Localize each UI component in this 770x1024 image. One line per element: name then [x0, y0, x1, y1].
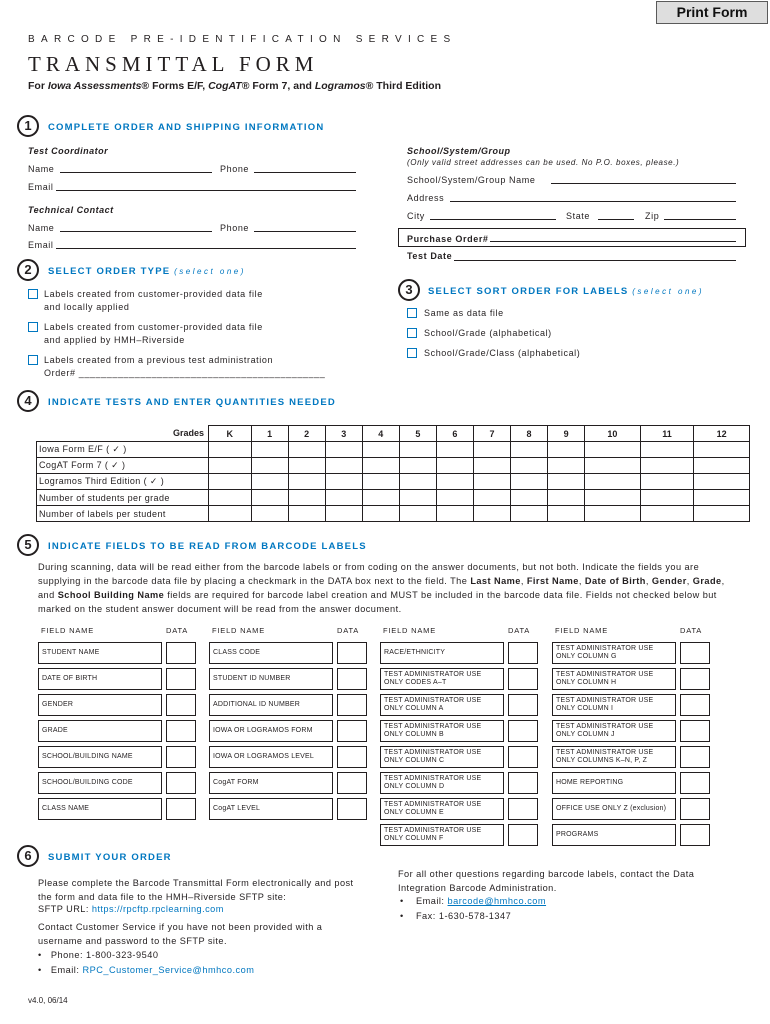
- customer-service-email-link[interactable]: RPC_Customer_Service@hmhco.com: [82, 965, 255, 975]
- quantity-cell[interactable]: [585, 490, 641, 506]
- quantity-cell[interactable]: [548, 442, 585, 458]
- field-name-cell: CogAT FORM: [209, 772, 333, 794]
- data-checkbox[interactable]: [508, 798, 538, 820]
- sort-order-checkbox-2[interactable]: [407, 328, 417, 338]
- field-name-cell: GENDER: [38, 694, 162, 716]
- quantity-cell[interactable]: [436, 490, 473, 506]
- data-checkbox[interactable]: [508, 772, 538, 794]
- quantity-cell[interactable]: [436, 458, 473, 474]
- required-field-name: First Name: [526, 576, 579, 586]
- purchase-order-field[interactable]: [490, 241, 736, 242]
- section-1-title: COMPLETE ORDER AND SHIPPING INFORMATION: [48, 122, 325, 133]
- section-3-number: 3: [398, 279, 420, 301]
- sort-order-checkbox-1[interactable]: [407, 308, 417, 318]
- purchase-order-label: Purchase Order#: [407, 234, 489, 244]
- phone-bullet: • Phone: 1-800-323-9540: [38, 950, 159, 960]
- quantity-cell[interactable]: [399, 506, 436, 522]
- order-type-checkbox-1[interactable]: [28, 289, 38, 299]
- field-name-cell: TEST ADMINISTRATOR USE ONLY COLUMN C: [380, 746, 504, 768]
- data-checkbox[interactable]: [508, 720, 538, 742]
- quantity-cell[interactable]: [251, 474, 288, 490]
- quantity-cell[interactable]: [473, 474, 510, 490]
- quantity-cell[interactable]: [362, 442, 399, 458]
- section-5-title: INDICATE FIELDS TO BE READ FROM BARCODE LABELS: [48, 541, 367, 552]
- data-checkbox[interactable]: [680, 642, 710, 664]
- data-checkbox[interactable]: [680, 720, 710, 742]
- quantity-cell[interactable]: [251, 506, 288, 522]
- quantity-cell[interactable]: [548, 458, 585, 474]
- quantity-cell[interactable]: [548, 506, 585, 522]
- quantity-cell[interactable]: [510, 490, 547, 506]
- page-title: TRANSMITTAL FORM: [28, 52, 319, 76]
- quantity-cell[interactable]: [548, 490, 585, 506]
- barcode-email-bullet: • Email: barcode@hmhco.com: [400, 896, 547, 906]
- order-type-option-3: Labels created from a previous test administration Order# ____________________________________________: [44, 355, 326, 378]
- barcode-email-link[interactable]: barcode@hmhco.com: [447, 896, 547, 906]
- grade-header-8: 8: [510, 426, 547, 442]
- field-name-cell: CLASS CODE: [209, 642, 333, 664]
- data-header: DATA: [166, 626, 189, 635]
- section-1-number: 1: [17, 115, 39, 137]
- quantity-cell[interactable]: [399, 490, 436, 506]
- instruction-text: ,: [686, 576, 693, 586]
- data-checkbox[interactable]: [337, 720, 367, 742]
- zip-label: Zip: [645, 211, 660, 221]
- quantity-cell[interactable]: [640, 442, 694, 458]
- fax-bullet: • Fax: 1-630-578-1347: [400, 911, 512, 921]
- address-note: (Only valid street addresses can be used. No P.O. boxes, please.): [407, 158, 680, 167]
- quantity-cell[interactable]: [694, 490, 750, 506]
- grade-header-3: 3: [325, 426, 362, 442]
- quantity-cell[interactable]: [694, 506, 750, 522]
- city-field[interactable]: [430, 219, 556, 220]
- field-name-cell: ADDITIONAL ID NUMBER: [209, 694, 333, 716]
- data-checkbox[interactable]: [337, 694, 367, 716]
- sort-order-option-3: School/Grade/Class (alphabetical): [424, 348, 581, 358]
- quantity-cell[interactable]: [585, 506, 641, 522]
- submit-instructions: Please complete the Barcode Transmittal Form electronically and post the form and data file to the HMH–Riverside SFTP site:: [38, 878, 354, 902]
- required-field-name: Last Name: [470, 576, 521, 586]
- quantity-cell[interactable]: [399, 442, 436, 458]
- quantity-row-label: Logramos Third Edition ( ✓ ): [37, 474, 209, 490]
- tech-phone-field[interactable]: [254, 231, 356, 232]
- grade-header-7: 7: [473, 426, 510, 442]
- test-coordinator-heading: Test Coordinator: [28, 146, 109, 156]
- zip-field[interactable]: [664, 219, 736, 220]
- quantity-row-label: CogAT Form 7 ( ✓ ): [37, 458, 209, 474]
- data-checkbox[interactable]: [337, 798, 367, 820]
- quantity-cell[interactable]: [288, 490, 325, 506]
- quantity-cell[interactable]: [251, 490, 288, 506]
- quantity-cell[interactable]: [325, 490, 362, 506]
- quantity-cell[interactable]: [473, 458, 510, 474]
- data-checkbox[interactable]: [166, 772, 196, 794]
- data-checkbox[interactable]: [166, 746, 196, 768]
- data-checkbox[interactable]: [680, 746, 710, 768]
- field-name-header: FIELD NAME: [383, 626, 437, 635]
- sftp-line: SFTP URL: https://rpcftp.rpclearning.com: [38, 904, 224, 914]
- order-type-option-1: Labels created from customer-provided data file and locally applied: [44, 289, 263, 312]
- field-name-cell: IOWA OR LOGRAMOS LEVEL: [209, 746, 333, 768]
- tech-email-field[interactable]: [56, 248, 356, 249]
- quantity-row: [37, 490, 750, 506]
- field-name-cell: TEST ADMINISTRATOR USE ONLY COLUMN G: [552, 642, 676, 664]
- section-2-title: SELECT ORDER TYPE (select one): [48, 266, 246, 277]
- quantity-cell[interactable]: [325, 506, 362, 522]
- order-type-checkbox-3[interactable]: [28, 355, 38, 365]
- tech-email-label: Email: [28, 240, 54, 250]
- other-questions-text: For all other questions regarding barcode labels, contact the Data Integration Barcode Administration.: [398, 869, 695, 893]
- field-name-cell: CogAT LEVEL: [209, 798, 333, 820]
- required-field-name: Gender: [651, 576, 687, 586]
- field-name-cell: TEST ADMINISTRATOR USE ONLY COLUMN F: [380, 824, 504, 846]
- required-field-name: Date of Birth: [584, 576, 646, 586]
- data-checkbox[interactable]: [166, 798, 196, 820]
- field-name-cell: PROGRAMS: [552, 824, 676, 846]
- quantity-cell[interactable]: [510, 442, 547, 458]
- page-kicker: BARCODE PRE-IDENTIFICATION SERVICES: [28, 34, 457, 45]
- sort-order-option-1: Same as data file: [424, 308, 504, 318]
- grade-header-11: 11: [640, 426, 694, 442]
- data-checkbox[interactable]: [166, 720, 196, 742]
- instruction-text: ,: [520, 576, 527, 586]
- quantity-cell[interactable]: [209, 506, 252, 522]
- quantity-cell[interactable]: [288, 506, 325, 522]
- quantity-row-label: Number of labels per student: [37, 506, 209, 522]
- quantity-cell[interactable]: [585, 458, 641, 474]
- instruction-text: , and: [38, 576, 725, 600]
- field-name-cell: TEST ADMINISTRATOR USE ONLY COLUMN I: [552, 694, 676, 716]
- data-header: DATA: [337, 626, 360, 635]
- field-name-cell: RACE/ETHNICITY: [380, 642, 504, 664]
- tech-name-field[interactable]: [60, 231, 212, 232]
- data-header: DATA: [508, 626, 531, 635]
- quantity-cell[interactable]: [585, 474, 641, 490]
- quantity-cell[interactable]: [362, 506, 399, 522]
- data-checkbox[interactable]: [166, 642, 196, 664]
- quantity-cell[interactable]: [362, 474, 399, 490]
- grade-header-1: 1: [251, 426, 288, 442]
- field-name-header: FIELD NAME: [555, 626, 609, 635]
- section-3-title: SELECT SORT ORDER FOR LABELS (select one): [428, 286, 705, 297]
- state-label: State: [566, 211, 591, 221]
- order-type-option-2: Labels created from customer-provided data file and applied by HMH–Riverside: [44, 322, 263, 345]
- quantity-cell[interactable]: [288, 474, 325, 490]
- field-name-cell: SCHOOL/BUILDING NAME: [38, 746, 162, 768]
- quantity-cell[interactable]: [325, 474, 362, 490]
- tech-name-label: Name: [28, 223, 55, 233]
- sort-order-checkbox-3[interactable]: [407, 348, 417, 358]
- data-checkbox[interactable]: [680, 798, 710, 820]
- grade-header-9: 9: [548, 426, 585, 442]
- quantity-cell[interactable]: [694, 474, 750, 490]
- quantity-row: [37, 458, 750, 474]
- field-name-cell: STUDENT ID NUMBER: [209, 668, 333, 690]
- quantity-cell[interactable]: [640, 458, 694, 474]
- field-name-header: FIELD NAME: [212, 626, 266, 635]
- instruction-text: fields are required for barcode label creation and MUST be included in the barcode data file. Fields not checked below but marked on the student answer document will be read from the answer document.: [38, 590, 717, 614]
- grade-header-6: 6: [436, 426, 473, 442]
- quantity-cell[interactable]: [473, 442, 510, 458]
- data-checkbox[interactable]: [508, 824, 538, 846]
- quantity-cell[interactable]: [209, 474, 252, 490]
- grade-header-4: 4: [362, 426, 399, 442]
- section-5-number: 5: [17, 534, 39, 556]
- order-type-checkbox-2[interactable]: [28, 322, 38, 332]
- field-name-cell: OFFICE USE ONLY Z (exclusion): [552, 798, 676, 820]
- quantity-row: [37, 474, 750, 490]
- field-name-cell: TEST ADMINISTRATOR USE ONLY COLUMN A: [380, 694, 504, 716]
- tc-email-label: Email: [28, 182, 54, 192]
- quantity-cell[interactable]: [288, 458, 325, 474]
- quantity-cell[interactable]: [585, 442, 641, 458]
- quantities-table: [36, 425, 750, 522]
- grade-header-K: K: [209, 426, 252, 442]
- quantity-cell[interactable]: [640, 506, 694, 522]
- required-field-name: School Building Name: [57, 590, 165, 600]
- field-name-cell: GRADE: [38, 720, 162, 742]
- quantity-cell[interactable]: [510, 474, 547, 490]
- section-6-title: SUBMIT YOUR ORDER: [48, 852, 172, 863]
- data-checkbox[interactable]: [680, 694, 710, 716]
- quantity-cell[interactable]: [209, 442, 252, 458]
- grade-header-5: 5: [399, 426, 436, 442]
- quantity-cell[interactable]: [399, 458, 436, 474]
- email-bullet: • Email: RPC_Customer_Service@hmhco.com: [38, 965, 255, 975]
- quantity-cell[interactable]: [436, 442, 473, 458]
- field-name-cell: TEST ADMINISTRATOR USE ONLY COLUMNS K–N, P, Z: [552, 746, 676, 768]
- city-label: City: [407, 211, 425, 221]
- tech-phone-label: Phone: [220, 223, 250, 233]
- quantity-row: [37, 442, 750, 458]
- tc-phone-label: Phone: [220, 164, 250, 174]
- grade-header-10: 10: [585, 426, 641, 442]
- quantity-cell[interactable]: [510, 506, 547, 522]
- data-checkbox[interactable]: [508, 668, 538, 690]
- field-name-cell: TEST ADMINISTRATOR USE ONLY COLUMN E: [380, 798, 504, 820]
- quantity-cell[interactable]: [640, 474, 694, 490]
- tc-name-field[interactable]: [60, 172, 212, 173]
- school-system-group-heading: School/System/Group: [407, 146, 511, 156]
- instruction-text: During scanning, data will be read either from the barcode labels or from coding on the answer documents, but not both. Indicate the fields you are supplying in the barcode data file by placing a checkmark in the DATA box next to the field. The: [38, 562, 700, 586]
- field-name-header: FIELD NAME: [41, 626, 95, 635]
- test-date-label: Test Date: [407, 251, 453, 261]
- school-name-field[interactable]: [551, 183, 736, 184]
- state-field[interactable]: [598, 219, 634, 220]
- quantity-cell[interactable]: [209, 458, 252, 474]
- data-checkbox[interactable]: [337, 642, 367, 664]
- field-name-cell: TEST ADMINISTRATOR USE ONLY CODES A–T: [380, 668, 504, 690]
- print-form-button[interactable]: Print Form: [656, 1, 768, 24]
- data-checkbox[interactable]: [337, 772, 367, 794]
- quantity-cell[interactable]: [548, 474, 585, 490]
- quantity-cell[interactable]: [325, 442, 362, 458]
- quantity-cell[interactable]: [209, 490, 252, 506]
- quantity-cell[interactable]: [694, 442, 750, 458]
- school-name-label: School/System/Group Name: [407, 175, 536, 185]
- field-name-cell: SCHOOL/BUILDING CODE: [38, 772, 162, 794]
- data-checkbox[interactable]: [166, 694, 196, 716]
- field-name-cell: STUDENT NAME: [38, 642, 162, 664]
- page-subtitle: For Iowa Assessments® Forms E/F, CogAT® Form 7, and Logramos® Third Edition: [28, 80, 441, 92]
- address-field[interactable]: [450, 201, 736, 202]
- quantity-cell[interactable]: [473, 506, 510, 522]
- field-name-cell: TEST ADMINISTRATOR USE ONLY COLUMN D: [380, 772, 504, 794]
- section-6-number: 6: [17, 845, 39, 867]
- field-name-cell: TEST ADMINISTRATOR USE ONLY COLUMN H: [552, 668, 676, 690]
- field-name-cell: IOWA OR LOGRAMOS FORM: [209, 720, 333, 742]
- quantity-cell[interactable]: [399, 474, 436, 490]
- quantity-cell[interactable]: [694, 458, 750, 474]
- quantity-row-label: Iowa Form E/F ( ✓ ): [37, 442, 209, 458]
- data-checkbox[interactable]: [680, 824, 710, 846]
- tc-email-field[interactable]: [56, 190, 356, 191]
- section-5-instructions: [38, 560, 732, 616]
- field-name-cell: CLASS NAME: [38, 798, 162, 820]
- data-checkbox[interactable]: [508, 642, 538, 664]
- quantity-cell[interactable]: [362, 490, 399, 506]
- quantity-cell[interactable]: [436, 474, 473, 490]
- grade-header-12: 12: [694, 426, 750, 442]
- grades-label: Grades: [37, 426, 209, 442]
- required-field-name: Grade: [692, 576, 722, 586]
- quantity-row-label: Number of students per grade: [37, 490, 209, 506]
- grade-header-2: 2: [288, 426, 325, 442]
- quantity-cell[interactable]: [640, 490, 694, 506]
- quantity-cell[interactable]: [325, 458, 362, 474]
- field-name-cell: TEST ADMINISTRATOR USE ONLY COLUMN J: [552, 720, 676, 742]
- tc-name-label: Name: [28, 164, 55, 174]
- sort-order-option-2: School/Grade (alphabetical): [424, 328, 552, 338]
- data-checkbox[interactable]: [166, 668, 196, 690]
- field-name-cell: TEST ADMINISTRATOR USE ONLY COLUMN B: [380, 720, 504, 742]
- data-checkbox[interactable]: [337, 746, 367, 768]
- quantity-cell[interactable]: [436, 506, 473, 522]
- data-header: DATA: [680, 626, 703, 635]
- instruction-text: ,: [578, 576, 585, 586]
- section-4-number: 4: [17, 390, 39, 412]
- test-date-field[interactable]: [454, 260, 736, 261]
- quantity-row: [37, 506, 750, 522]
- data-checkbox[interactable]: [680, 772, 710, 794]
- tc-phone-field[interactable]: [254, 172, 356, 173]
- data-checkbox[interactable]: [508, 746, 538, 768]
- field-name-cell: HOME REPORTING: [552, 772, 676, 794]
- quantity-cell[interactable]: [510, 458, 547, 474]
- instruction-text: ,: [645, 576, 652, 586]
- quantity-cell[interactable]: [362, 458, 399, 474]
- technical-contact-heading: Technical Contact: [28, 205, 114, 215]
- field-name-cell: DATE OF BIRTH: [38, 668, 162, 690]
- data-checkbox[interactable]: [508, 694, 538, 716]
- section-4-title: INDICATE TESTS AND ENTER QUANTITIES NEEDED: [48, 397, 336, 408]
- quantity-cell[interactable]: [288, 442, 325, 458]
- address-label: Address: [407, 193, 445, 203]
- quantity-cell[interactable]: [251, 458, 288, 474]
- quantity-cell[interactable]: [473, 490, 510, 506]
- contact-instructions: Contact Customer Service if you have not been provided with a username and password to the SFTP site.: [38, 922, 323, 946]
- section-2-number: 2: [17, 259, 39, 281]
- grades-header-row: [37, 426, 750, 442]
- quantity-cell[interactable]: [251, 442, 288, 458]
- data-checkbox[interactable]: [337, 668, 367, 690]
- sftp-url-link[interactable]: https://rpcftp.rpclearning.com: [91, 904, 224, 914]
- data-checkbox[interactable]: [680, 668, 710, 690]
- version-footer: v4.0, 06/14: [28, 996, 68, 1005]
